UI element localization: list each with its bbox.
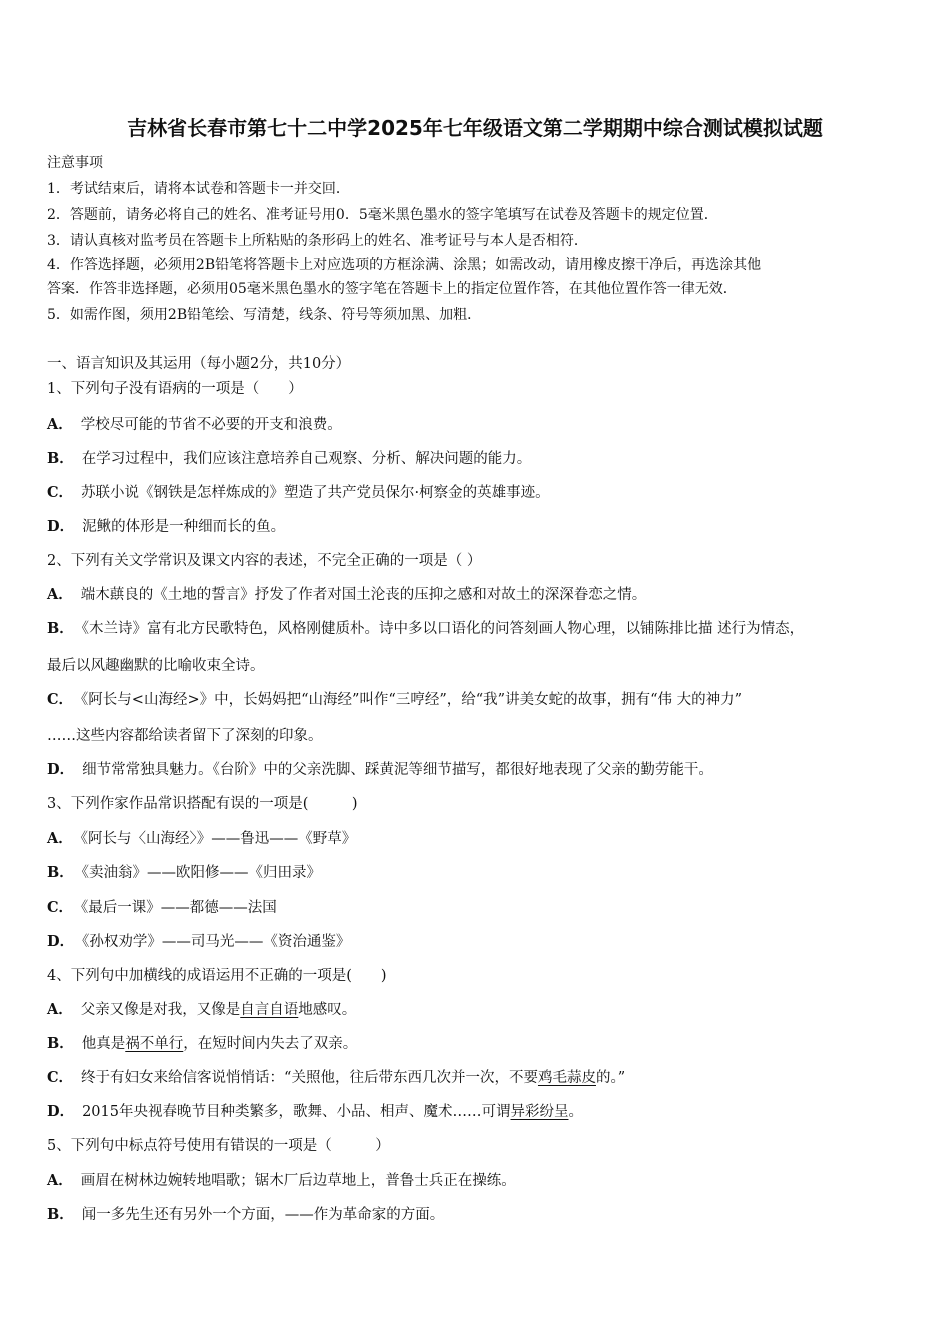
- question-4-option-c: [47, 1066, 625, 1087]
- option-label: D．: [47, 761, 75, 778]
- option-text: 闻一多先生还有另外一个方面，——作为革命家的方面。: [81, 1207, 445, 1223]
- option-label: B．: [47, 864, 74, 881]
- option-label: C．: [47, 484, 74, 501]
- option-text: 终于有妇女来给信客说悄悄话：“关照他，往后带东西几次并一次，不要: [81, 1070, 538, 1086]
- question-1-option-d: [47, 515, 285, 536]
- option-label: B．: [47, 450, 74, 467]
- underlined-idiom: 自言自语: [240, 1002, 299, 1018]
- option-text: ，在短时间内失去了双亲。: [183, 1036, 358, 1052]
- option-label: A．: [47, 416, 73, 433]
- option-label: D．: [47, 518, 75, 535]
- option-label: D．: [47, 933, 75, 950]
- question-2-option-b-cont: 最后以风趣幽默的比喻收束全诗。: [47, 658, 265, 674]
- option-text: 苏联小说《钢铁是怎样炼成的》塑造了共产党员保尔·柯察金的英雄事迹。: [81, 485, 550, 501]
- question-2-option-c: [47, 688, 742, 709]
- question-3-option-d: [47, 930, 350, 951]
- option-label: A．: [47, 586, 73, 603]
- option-text: 他真是: [81, 1036, 126, 1052]
- notice-item: 1．考试结束后，请将本试卷和答题卡一并交回．: [47, 181, 350, 197]
- option-label: B．: [47, 1206, 74, 1223]
- option-text: 父亲又像是对我，又像是: [80, 1002, 241, 1018]
- option-text: 《阿长与〈山海经〉》——鲁迅——《野草》: [80, 831, 357, 847]
- question-2-option-b: [47, 617, 804, 638]
- question-3-stem: 3、下列作家作品常识搭配有误的一项是( ): [47, 796, 358, 812]
- notice-heading: 注意事项: [47, 155, 103, 171]
- question-5-stem: 5、下列句中标点符号使用有错误的一项是（ ）: [47, 1138, 390, 1154]
- question-4-option-d: [47, 1100, 583, 1121]
- question-4-option-a: [47, 998, 356, 1019]
- question-4-option-b: [47, 1032, 357, 1053]
- question-3-option-a: [47, 827, 356, 848]
- question-3-option-b: [47, 861, 321, 882]
- option-text: 学校尽可能的节省不必要的开支和浪费。: [80, 417, 342, 433]
- option-label: C．: [47, 691, 74, 708]
- section-heading: 一、语言知识及其运用（每小题2分，共10分）: [47, 356, 351, 372]
- question-1-stem: 1、下列句子没有语病的一项是（ ）: [47, 381, 303, 397]
- question-2-stem: 2、下列有关文学常识及课文内容的表述，不完全正确的一项是（ ）: [47, 553, 482, 569]
- underlined-idiom: 祸不单行: [125, 1036, 184, 1052]
- question-2-option-a: [47, 583, 646, 604]
- question-1-option-a: [47, 413, 342, 434]
- option-text: 的。”: [595, 1070, 626, 1086]
- question-5-option-b: [47, 1203, 444, 1224]
- question-4-stem: 4、下列句中加横线的成语运用不正确的一项是( ): [47, 968, 387, 984]
- option-label: A．: [47, 830, 73, 847]
- option-text: 端木蕻良的《土地的誓言》抒发了作者对国土沦丧的压抑之感和对故土的深深眷恋之情。: [80, 587, 647, 603]
- option-label: B．: [47, 620, 74, 637]
- option-text: 地感叹。: [298, 1002, 357, 1018]
- question-5-option-a: [47, 1169, 516, 1190]
- option-label: A．: [47, 1001, 73, 1018]
- option-text: 2015年央视春晚节目种类繁多，歌舞、小品、相声、魔术……可谓: [82, 1104, 511, 1120]
- option-label: A．: [47, 1172, 73, 1189]
- notice-item: 2．答题前，请务必将自己的姓名、准考证号用0．5毫米黑色墨水的签字笔填写在试卷及答题卡的规定位置．: [47, 207, 718, 223]
- option-text: 泥鳅的体形是一种细而长的鱼。: [82, 519, 286, 535]
- question-2-option-d: [47, 758, 713, 779]
- option-label: C．: [47, 899, 74, 916]
- exam-title: 吉林省长春市第七十二中学2025年七年级语文第二学期期中综合测试模拟试题: [127, 116, 823, 140]
- option-text: 《最后一课》——都德——法国: [81, 900, 277, 916]
- question-1-option-b: [47, 447, 531, 468]
- notice-item: 5．如需作图，须用2B铅笔绘、写清楚，线条、符号等须加黑、加粗．: [47, 307, 482, 323]
- option-label: B．: [47, 1035, 74, 1052]
- underlined-idiom: 鸡毛蒜皮: [537, 1070, 596, 1086]
- option-text: 《卖油翁》——欧阳修——《归田录》: [81, 865, 322, 881]
- notice-item: 答案．作答非选择题，必须用05毫米黑色墨水的签字笔在答题卡上的指定位置作答，在其他位置作答一律无效．: [47, 281, 737, 297]
- option-label: C．: [47, 1069, 74, 1086]
- underlined-idiom: 异彩纷呈: [510, 1104, 569, 1120]
- option-label: D．: [47, 1103, 75, 1120]
- option-text: 。: [568, 1104, 583, 1120]
- question-1-option-c: [47, 481, 550, 502]
- option-text: 《阿长与<山海经>》中，长妈妈把“山海经”叫作“三哼经”，给“我”讲美女蛇的故事，拥有“伟 大的神力”: [81, 692, 743, 708]
- option-text: 在学习过程中，我们应该注意培养自己观察、分析、解决问题的能力。: [81, 451, 532, 467]
- option-text: 画眉在树林边婉转地唱歌；锯木厂后边草地上，普鲁士兵正在操练。: [80, 1173, 516, 1189]
- notice-item: 4．作答选择题，必须用2B铅笔将答题卡上对应选项的方框涂满、涂黑；如需改动，请用橡皮擦干净后，再选涂其他: [47, 257, 762, 273]
- option-text: 《木兰诗》富有北方民歌特色，风格刚健质朴。诗中多以口语化的问答刻画人物心理，以铺陈排比描 述行为情态，: [81, 621, 805, 637]
- question-2-option-c-cont: ……这些内容都给读者留下了深刻的印象。: [47, 728, 323, 744]
- notice-item: 3．请认真核对监考员在答题卡上所粘贴的条形码上的姓名、准考证号与本人是否相符．: [47, 233, 588, 249]
- question-3-option-c: [47, 896, 277, 917]
- option-text: 《孙权劝学》——司马光——《资治通鉴》: [82, 934, 351, 950]
- option-text: 细节常常独具魅力。《台阶》中的父亲洗脚、踩黄泥等细节描写，都很好地表现了父亲的勤劳能干。: [82, 762, 713, 778]
